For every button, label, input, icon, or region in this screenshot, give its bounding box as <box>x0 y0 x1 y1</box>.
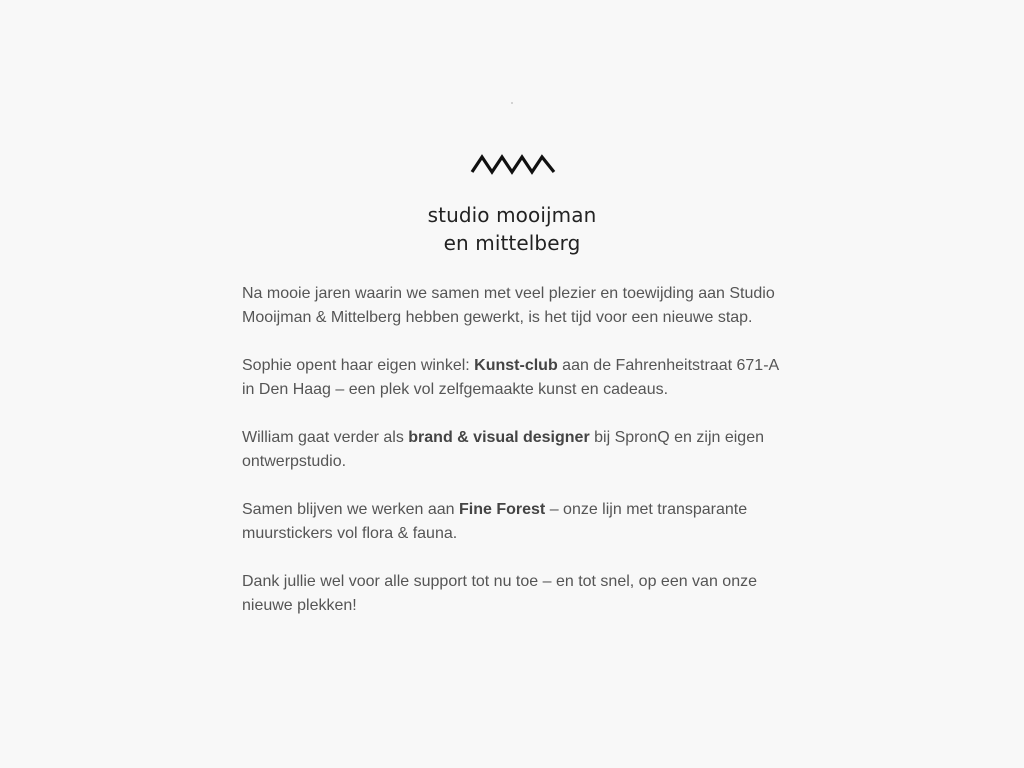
zigzag-mountain-icon <box>470 152 556 176</box>
shop-name: Kunst-club <box>474 357 558 374</box>
paragraph-4-start: Samen blijven we werken aan <box>242 501 460 518</box>
paragraph-3 <box>242 426 790 474</box>
announcement-text <box>242 282 790 642</box>
role-title: brand & visual designer <box>408 429 590 446</box>
product-line-name: Fine Forest <box>459 501 546 518</box>
paragraph-4 <box>242 498 790 546</box>
paragraph-2-end: aan de Fahrenheitstraat 671-A in Den Haag – een plek vol zelfgemaakte kunst en cadeaus. <box>242 357 779 398</box>
paragraph-1: Na mooie jaren waarin we samen met veel plezier en toewijding aan Studio Mooijman & Mittelberg hebben gewerkt, is het tijd voor een nieuwe stap. <box>242 285 775 326</box>
paragraph-3-end: bij SpronQ en zijn eigen ontwerpstudio. <box>242 429 764 470</box>
brand-logo-text <box>0 201 1024 257</box>
decorative-dot <box>511 102 513 104</box>
paragraph-2-start: Sophie opent haar eigen winkel: <box>242 357 475 374</box>
paragraph-4-end: – onze lijn met transparante muurstickers vol flora & fauna. <box>242 501 748 542</box>
brand-line-2: en mittelberg <box>443 231 581 255</box>
paragraph-3-start: William gaat verder als <box>242 429 409 446</box>
paragraph-5: Dank jullie wel voor alle support tot nu toe – en tot snel, op een van onze nieuwe plekken! <box>242 573 757 614</box>
paragraph-2 <box>242 354 790 402</box>
brand-line-1: studio mooijman <box>427 203 597 227</box>
